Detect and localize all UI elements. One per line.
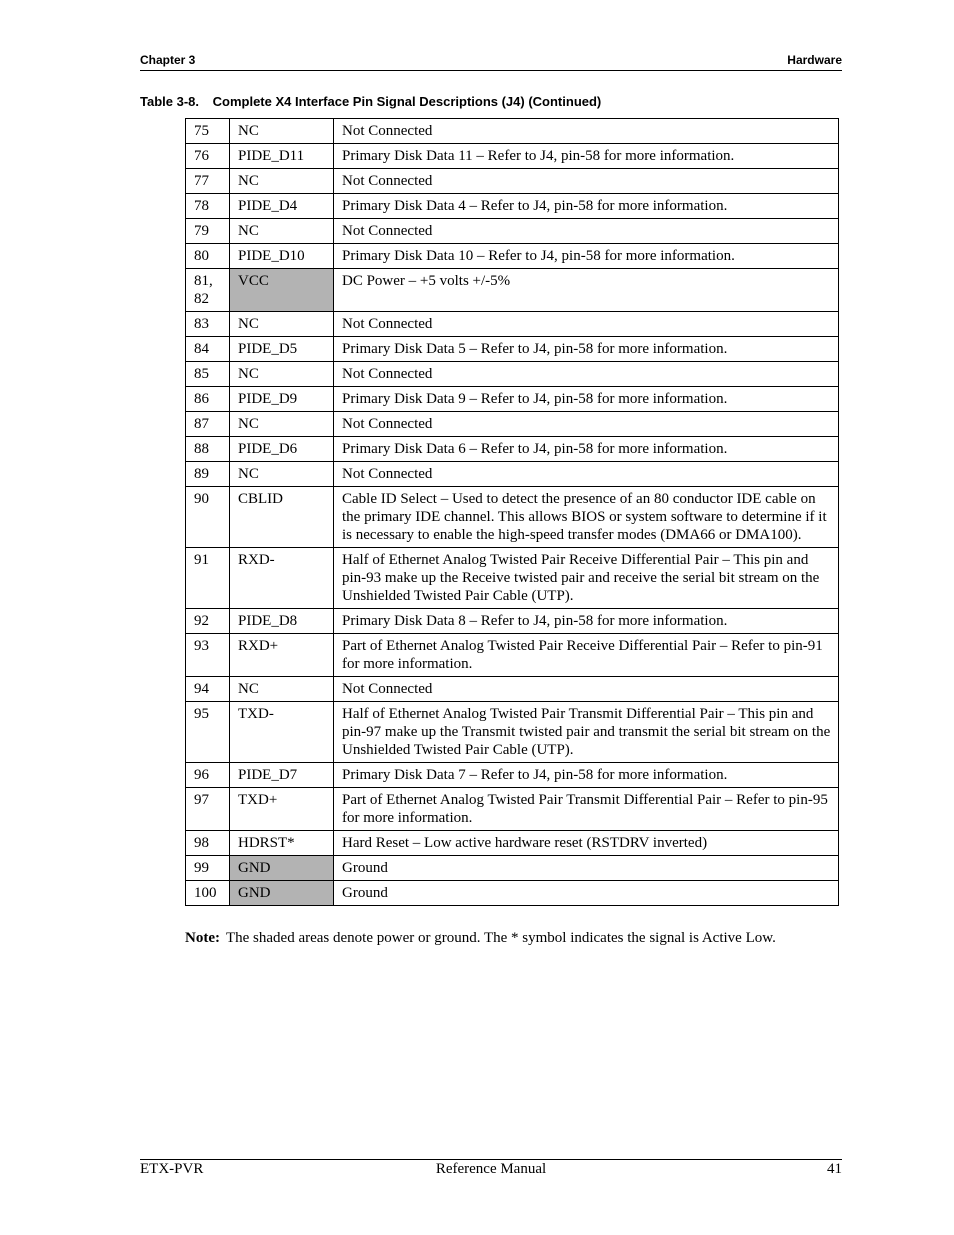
pin-number-cell: 87 — [186, 412, 230, 437]
pin-number-cell: 100 — [186, 881, 230, 906]
pin-number-cell: 96 — [186, 763, 230, 788]
table-row — [186, 362, 839, 387]
signal-name-cell: PIDE_D6 — [230, 437, 334, 462]
table-row — [186, 144, 839, 169]
page-footer — [140, 1159, 842, 1181]
table-row — [186, 119, 839, 144]
description-cell: Ground — [334, 856, 839, 881]
pin-number-cell: 94 — [186, 677, 230, 702]
pin-number-cell: 88 — [186, 437, 230, 462]
table-row — [186, 831, 839, 856]
table-row — [186, 312, 839, 337]
signal-name-cell: PIDE_D7 — [230, 763, 334, 788]
pin-number-cell: 81, 82 — [186, 269, 230, 312]
table-row — [186, 677, 839, 702]
pin-table-body — [186, 119, 839, 906]
table-row — [186, 244, 839, 269]
signal-name-cell: HDRST* — [230, 831, 334, 856]
signal-name-cell: PIDE_D10 — [230, 244, 334, 269]
pin-number-cell: 98 — [186, 831, 230, 856]
page-number: 41 — [827, 1161, 842, 1177]
pin-number-cell: 83 — [186, 312, 230, 337]
table-caption — [140, 94, 601, 109]
pin-number-cell: 89 — [186, 462, 230, 487]
description-cell: Primary Disk Data 4 – Refer to J4, pin-58 for more information. — [334, 194, 839, 219]
pin-number-cell: 95 — [186, 702, 230, 763]
table-note — [185, 929, 845, 947]
signal-name-cell: NC — [230, 312, 334, 337]
page-header — [140, 52, 842, 71]
signal-name-cell: TXD- — [230, 702, 334, 763]
signal-name-cell: RXD- — [230, 548, 334, 609]
pin-number-cell: 78 — [186, 194, 230, 219]
table-row — [186, 763, 839, 788]
pin-number-cell: 91 — [186, 548, 230, 609]
description-cell: Not Connected — [334, 119, 839, 144]
signal-name-cell: GND — [230, 881, 334, 906]
pin-signal-table — [185, 118, 839, 906]
description-cell: Primary Disk Data 5 – Refer to J4, pin-58 for more information. — [334, 337, 839, 362]
description-cell: Primary Disk Data 10 – Refer to J4, pin-58 for more information. — [334, 244, 839, 269]
description-cell: Not Connected — [334, 677, 839, 702]
pin-number-cell: 75 — [186, 119, 230, 144]
signal-name-cell: NC — [230, 677, 334, 702]
description-cell: Part of Ethernet Analog Twisted Pair Receive Differential Pair – Refer to pin-91 for more information. — [334, 634, 839, 677]
signal-name-cell: NC — [230, 462, 334, 487]
signal-name-cell: TXD+ — [230, 788, 334, 831]
description-cell: Half of Ethernet Analog Twisted Pair Receive Differential Pair – This pin and pin-93 make up the Receive twisted pair and receive the serial bit stream on the Unshielded Twisted Pair Cable (UTP). — [334, 548, 839, 609]
description-cell: Primary Disk Data 11 – Refer to J4, pin-58 for more information. — [334, 144, 839, 169]
signal-name-cell: PIDE_D9 — [230, 387, 334, 412]
footer-document: Reference Manual — [435, 1161, 547, 1177]
signal-name-cell: NC — [230, 119, 334, 144]
pin-number-cell: 79 — [186, 219, 230, 244]
pin-number-cell: 80 — [186, 244, 230, 269]
table-row — [186, 269, 839, 312]
pin-number-cell: 85 — [186, 362, 230, 387]
table-row — [186, 788, 839, 831]
description-cell: DC Power – +5 volts +/-5% — [334, 269, 839, 312]
pin-number-cell: 76 — [186, 144, 230, 169]
pin-number-cell: 93 — [186, 634, 230, 677]
chapter-label: Chapter 3 — [140, 53, 196, 67]
table-row — [186, 437, 839, 462]
signal-name-cell: NC — [230, 169, 334, 194]
table-row — [186, 462, 839, 487]
table-row — [186, 881, 839, 906]
description-cell: Not Connected — [334, 219, 839, 244]
pin-number-cell: 92 — [186, 609, 230, 634]
signal-name-cell: NC — [230, 362, 334, 387]
table-row — [186, 169, 839, 194]
description-cell: Ground — [334, 881, 839, 906]
table-row — [186, 337, 839, 362]
signal-name-cell: PIDE_D5 — [230, 337, 334, 362]
table-title: Complete X4 Interface Pin Signal Descriptions (J4) (Continued) — [212, 94, 602, 109]
signal-name-cell: PIDE_D8 — [230, 609, 334, 634]
table-row — [186, 634, 839, 677]
signal-name-cell: CBLID — [230, 487, 334, 548]
description-cell: Not Connected — [334, 169, 839, 194]
table-row — [186, 856, 839, 881]
table-row — [186, 387, 839, 412]
pin-number-cell: 99 — [186, 856, 230, 881]
note-text: The shaded areas denote power or ground. The * symbol indicates the signal is Active Low. — [225, 930, 776, 946]
table-row — [186, 219, 839, 244]
description-cell: Hard Reset – Low active hardware reset (RSTDRV inverted) — [334, 831, 839, 856]
description-cell: Not Connected — [334, 362, 839, 387]
signal-name-cell: VCC — [230, 269, 334, 312]
description-cell: Cable ID Select – Used to detect the presence of an 80 conductor IDE cable on the primary IDE channel. This allows BIOS or system software to determine if it is necessary to enable the high-speed transfer modes (DMA66 or DMA100). — [334, 487, 839, 548]
pin-number-cell: 86 — [186, 387, 230, 412]
description-cell: Not Connected — [334, 462, 839, 487]
signal-name-cell: RXD+ — [230, 634, 334, 677]
table-row — [186, 548, 839, 609]
pin-number-cell: 97 — [186, 788, 230, 831]
section-label: Hardware — [787, 53, 842, 67]
signal-name-cell: NC — [230, 412, 334, 437]
description-cell: Primary Disk Data 9 – Refer to J4, pin-58 for more information. — [334, 387, 839, 412]
table-row — [186, 412, 839, 437]
signal-name-cell: GND — [230, 856, 334, 881]
description-cell: Primary Disk Data 8 – Refer to J4, pin-58 for more information. — [334, 609, 839, 634]
description-cell: Primary Disk Data 7 – Refer to J4, pin-58 for more information. — [334, 763, 839, 788]
description-cell: Part of Ethernet Analog Twisted Pair Transmit Differential Pair – Refer to pin-95 for more information. — [334, 788, 839, 831]
signal-name-cell: PIDE_D4 — [230, 194, 334, 219]
table-row — [186, 609, 839, 634]
table-row — [186, 487, 839, 548]
signal-name-cell: PIDE_D11 — [230, 144, 334, 169]
table-row — [186, 702, 839, 763]
pin-number-cell: 90 — [186, 487, 230, 548]
pin-number-cell: 84 — [186, 337, 230, 362]
description-cell: Half of Ethernet Analog Twisted Pair Transmit Differential Pair – This pin and pin-97 make up the Transmit twisted pair and transmit the serial bit stream on the Unshielded Twisted Pair Cable (UTP). — [334, 702, 839, 763]
note-label: Note: — [185, 930, 220, 946]
footer-product: ETX-PVR — [140, 1161, 204, 1177]
pin-number-cell: 77 — [186, 169, 230, 194]
description-cell: Not Connected — [334, 312, 839, 337]
table-number: Table 3-8. — [140, 94, 200, 109]
table-row — [186, 194, 839, 219]
signal-name-cell: NC — [230, 219, 334, 244]
description-cell: Not Connected — [334, 412, 839, 437]
description-cell: Primary Disk Data 6 – Refer to J4, pin-58 for more information. — [334, 437, 839, 462]
